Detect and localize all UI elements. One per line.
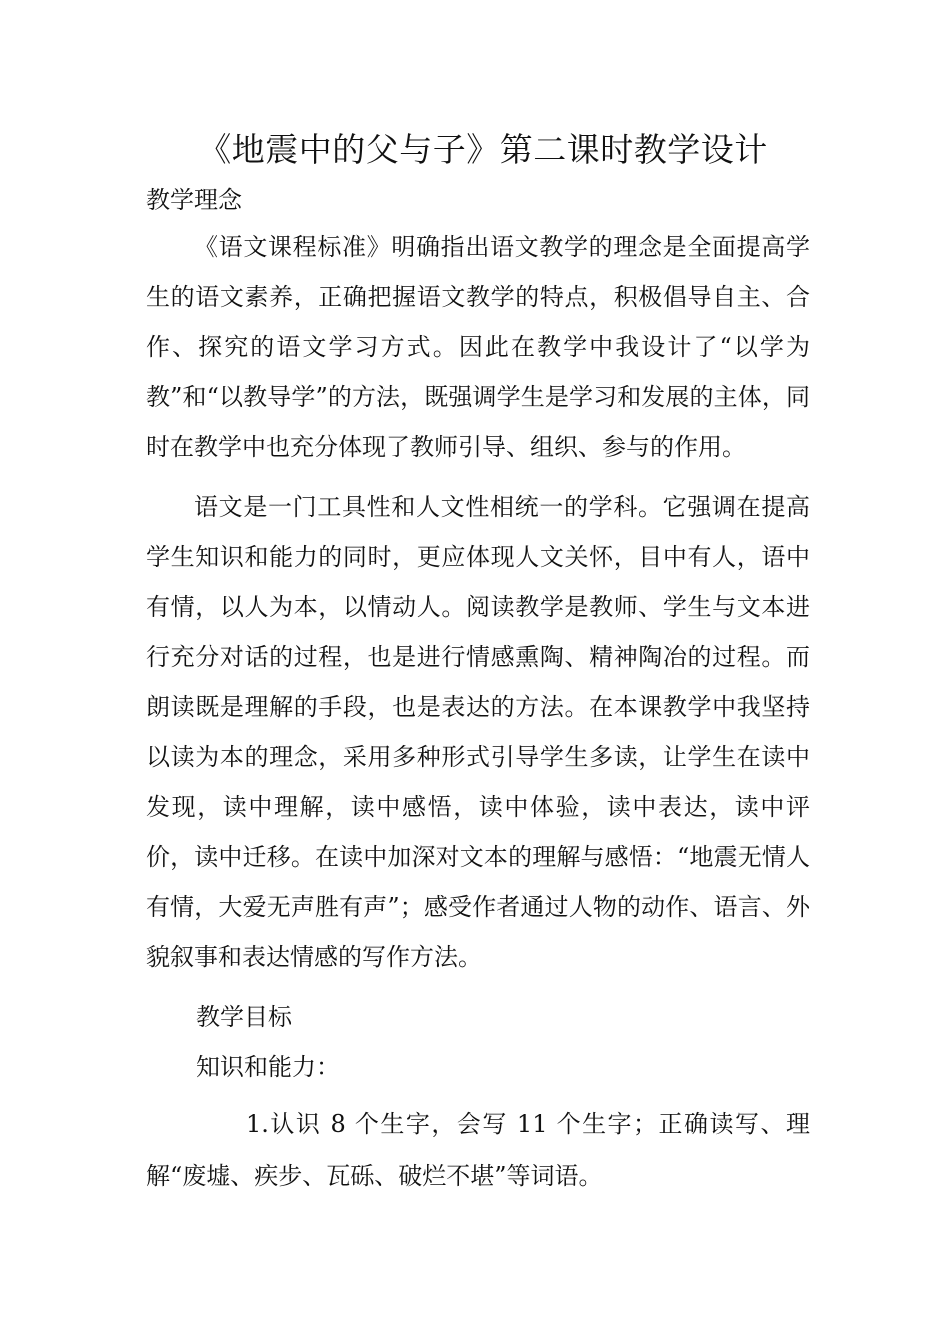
paragraph-curriculum-standard: 《语文课程标准》明确指出语文教学的理念是全面提高学生的语文素养，正确把握语文教学的特点，积极倡导自主、合作、探究的语文学习方式。因此在教学中我设计了“以学为教”和“以教导学”的方法，既强调学生是学习和发展的主体，同时在教学中也充分体现了教师引导、组织、参与的作用。 [146, 233, 810, 461]
section-heading-teaching-goals: 教学目标 [196, 1003, 292, 1031]
paragraph-reading-teaching: 语文是一门工具性和人文性相统一的学科。它强调在提高学生知识和能力的同时，更应体现人文关怀，目中有人，语中有情，以人为本，以情动人。阅读教学是教师、学生与文本进行充分对话的过程，也是进行情感熏陶、精神陶冶的过程。而朗读既是理解的手段，也是表达的方法。在本课教学中我坚持以读为本的理念，采用多种形式引导学生多读，让学生在读中发现，读中理解，读中感悟，读中体验，读中表达，读中评价，读中迁移。在读中加深对文本的理解与感悟：“地震无情人有情，大爱无声胜有声”；感受作者通过人物的动作、语言、外貌叙事和表达情感的写作方法。 [146, 493, 810, 971]
subsection-heading-knowledge-ability: 知识和能力： [196, 1053, 340, 1081]
goal-item-1: 1.认识 8 个生字，会写 11 个生字；正确读写、理解“废墟、疾步、瓦砾、破烂不堪”等词语。 [146, 1110, 810, 1190]
document-title: 《地震中的父与子》第二课时教学设计 [198, 130, 768, 169]
section-heading-teaching-concept: 教学理念 [146, 186, 242, 214]
